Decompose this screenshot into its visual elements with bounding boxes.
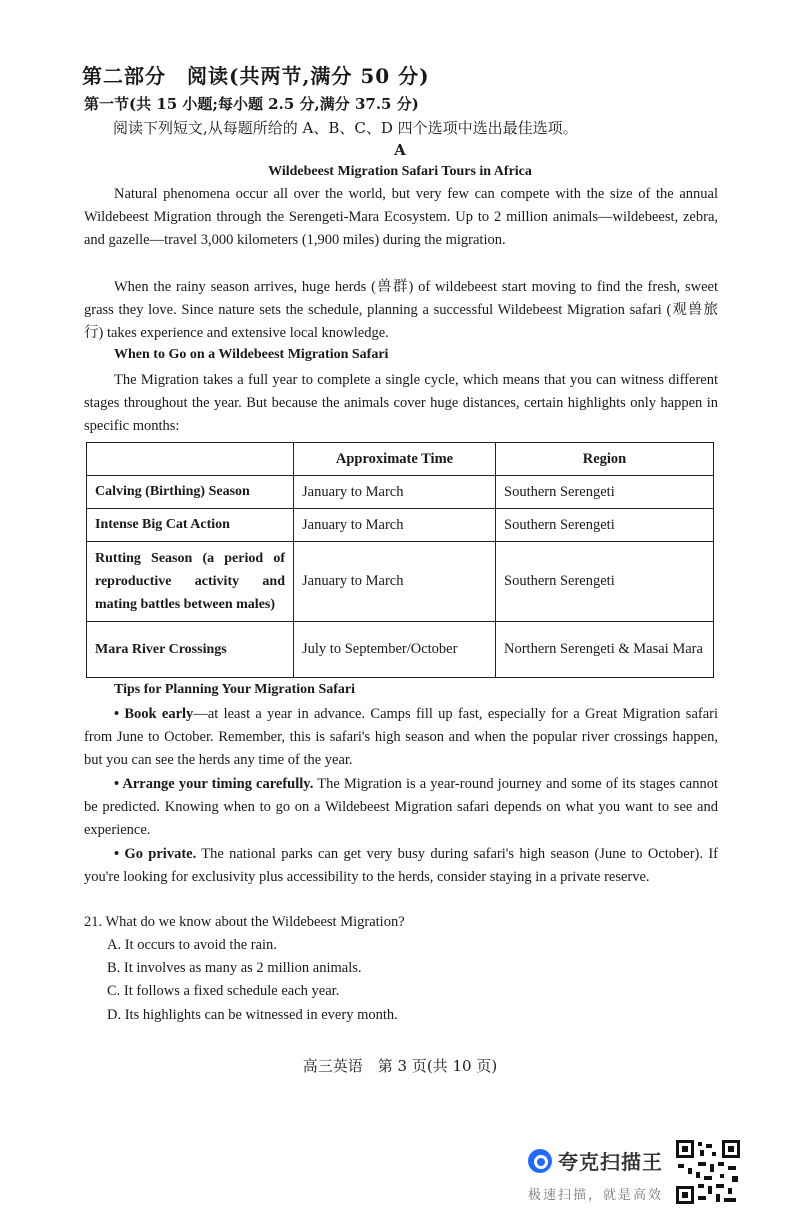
paragraph-2 bbox=[84, 276, 718, 346]
page-footer: 高三英语 第 3 页(共 10 页) bbox=[302, 1057, 498, 1075]
table-cell-stage: Intense Big Cat Action bbox=[87, 509, 294, 542]
paragraph-3-text: The Migration takes a full year to complete a single cycle, which means that you can witness different stages throughout the year. But because the animals cover huge distances, certain highlights only happen in specific months: bbox=[84, 372, 718, 435]
subheading-when-to-go: When to Go on a Wildebeest Migration Safari bbox=[114, 347, 389, 362]
tip-book-early bbox=[84, 703, 718, 773]
scanner-app-name: 夸克扫描王 bbox=[558, 1150, 663, 1174]
table-row bbox=[87, 509, 714, 542]
option-a: A. It occurs to avoid the rain. bbox=[107, 937, 277, 953]
table-cell-time: January to March bbox=[294, 542, 496, 622]
table-cell-region: Southern Serengeti bbox=[496, 542, 714, 622]
table-cell-stage: Rutting Season (a period of reproductive activity and mating battles between males) bbox=[87, 542, 294, 622]
table-row bbox=[87, 476, 714, 509]
table-cell-stage: Mara River Crossings bbox=[87, 622, 294, 678]
migration-table bbox=[86, 442, 714, 678]
paragraph-2-text: When the rainy season arrives, huge herds (兽群) of wildebeest start moving to find the fresh, sweet grass they love. Since nature sets the schedule, planning a successful Wildebeest Migration safari (观兽旅行) takes experience and extensive local knowledge. bbox=[84, 279, 718, 342]
table-header-row bbox=[87, 443, 714, 476]
table-cell-region: Northern Serengeti & Masai Mara bbox=[496, 622, 714, 678]
table-cell-region: Southern Serengeti bbox=[496, 476, 714, 509]
section-title: 第一节(共 15 小题;每小题 2.5 分,满分 37.5 分) bbox=[84, 95, 419, 113]
paragraph-1 bbox=[84, 183, 718, 253]
option-c: C. It follows a fixed schedule each year. bbox=[107, 983, 340, 999]
table-header-region: Region bbox=[496, 443, 714, 476]
qr-code-icon bbox=[676, 1140, 740, 1204]
tip-arrange-timing bbox=[84, 773, 718, 843]
table-row bbox=[87, 622, 714, 678]
table-header-time: Approximate Time bbox=[294, 443, 496, 476]
paragraph-1-text: Natural phenomena occur all over the world, but very few can compete with the size of the annual Wildebeest Migration through the Serengeti-Mara Ecosystem. Up to 2 million animals—wildebeest, zebra, and gazelle—travel 3,000 kilometers (1,900 miles) during the migration. bbox=[84, 186, 718, 249]
table-row bbox=[87, 542, 714, 622]
paragraph-3 bbox=[84, 369, 718, 439]
tip-text: The national parks can get very busy during safari's high season (June to October). If you're looking for exclusivity plus accessibility to the herds, consider staying in a private reserve. bbox=[84, 846, 718, 886]
table-cell-time: January to March bbox=[294, 509, 496, 542]
part-title: 第二部分 阅读(共两节,满分 50 分) bbox=[82, 64, 430, 88]
tip-lead: • Go private. bbox=[114, 846, 197, 862]
passage-title: Wildebeest Migration Safari Tours in Africa bbox=[268, 164, 532, 179]
tip-text: —at least a year in advance. Camps fill up fast, especially for a Great Migration safari from June to October. Remember, this is safari's high season and when the popular river crossings happen, but you can see the herds any time of the year. bbox=[84, 706, 719, 769]
scanner-slogan: 极速扫描，就是高效 bbox=[528, 1188, 664, 1203]
scanner-watermark bbox=[528, 1146, 663, 1175]
question-stem: 21. What do we know about the Wildebeest Migration? bbox=[84, 914, 405, 930]
tip-lead: • Arrange your timing carefully. bbox=[114, 776, 314, 792]
table-cell-region: Southern Serengeti bbox=[496, 509, 714, 542]
option-d: D. Its highlights can be witnessed in every month. bbox=[107, 1007, 398, 1023]
option-b: B. It involves as many as 2 million animals. bbox=[107, 960, 362, 976]
table-cell-stage: Calving (Birthing) Season bbox=[87, 476, 294, 509]
table-header-blank bbox=[87, 443, 294, 476]
instruction: 阅读下列短文,从每题所给的 A、B、C、D 四个选项中选出最佳选项。 bbox=[113, 119, 578, 137]
table-cell-time: July to September/October bbox=[294, 622, 496, 678]
passage-letter: A bbox=[394, 141, 406, 159]
subheading-tips: Tips for Planning Your Migration Safari bbox=[114, 682, 356, 697]
table-cell-time: January to March bbox=[294, 476, 496, 509]
scanner-logo-icon bbox=[528, 1149, 552, 1173]
tip-go-private bbox=[84, 843, 718, 889]
tip-text: The Migration is a year-round journey and some of its stages cannot be predicted. Knowing when to go on a Wildebeest Migration safari depends on what you want to see and experience. bbox=[84, 776, 718, 839]
tip-lead: • Book early bbox=[114, 706, 194, 722]
